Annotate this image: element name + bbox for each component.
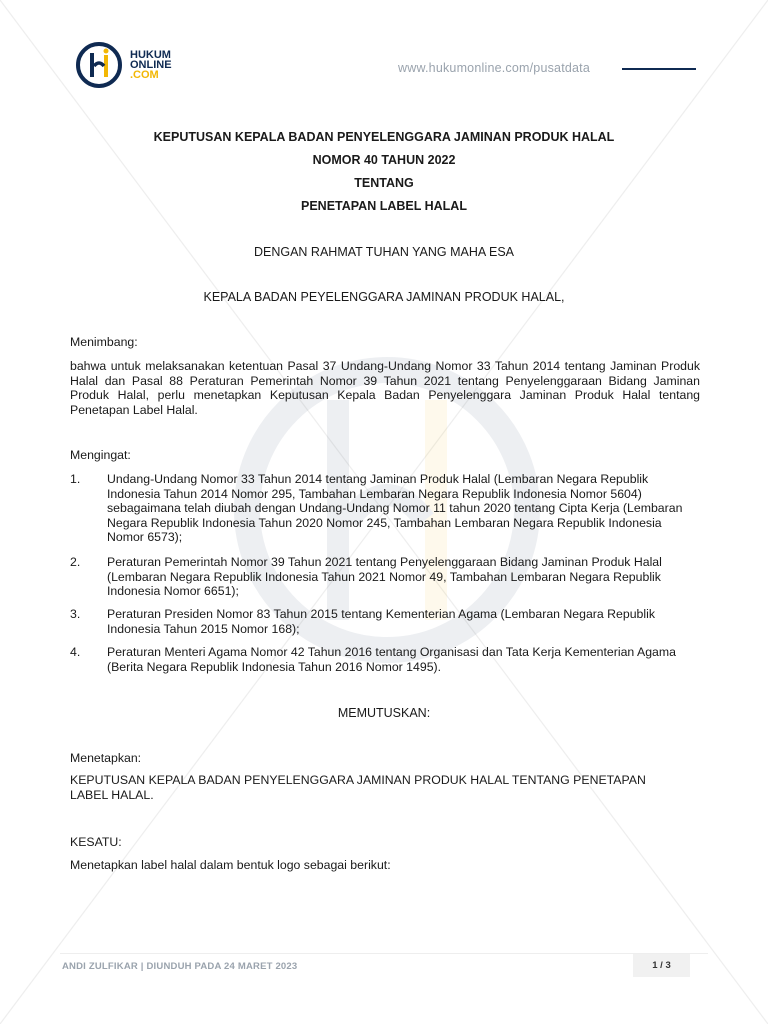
url-underline (622, 68, 696, 70)
title-line-4: PENETAPAN LABEL HALAL (301, 199, 467, 213)
rahmat-line: DENGAN RAHMAT TUHAN YANG MAHA ESA (253, 245, 514, 259)
menimbang-text: bahwa untuk melaksanakan ketentuan Pasal 37 Undang-Undang Nomor 33 Tahun 2014 tentang Jaminan Produk Halal dan Pasal 88 Peraturan Pemerintah Nomor 39 Tahun 2021 tentang Penyelenggaraan Bidang Jaminan Produk Halal, perlu menetapkan Keputusan Kepala Badan Penyelenggara Jaminan Produk Halal tentang Penetapan Label Halal. (70, 359, 700, 417)
footer-divider (60, 953, 708, 954)
menimbang-heading: Menimbang: (70, 335, 138, 349)
logo-wordmark (130, 50, 172, 80)
mengingat-heading: Mengingat: (70, 448, 131, 462)
logo-line3: .COM (130, 69, 159, 81)
logo-line2: ONLINE (130, 59, 172, 71)
list-item-text: Peraturan Pemerintah Nomor 39 Tahun 2021 tentang Penyelenggaraan Bidang Jaminan Produk Halal (Lembaran Negara Republik Indonesia Tahun 2021 Nomor 49, Tambahan Lembaran Negara Republik Indonesia Nomor 6651); (107, 555, 662, 599)
footer-author-download: ANDI ZULFIKAR | DIUNDUH PADA 24 MARET 2023 (62, 961, 298, 972)
hukumonline-logo[interactable] (74, 40, 172, 90)
kesatu-heading: KESATU: (70, 835, 122, 849)
list-item-number: 2. (70, 555, 81, 569)
list-item-text: Undang-Undang Nomor 33 Tahun 2014 tentang Jaminan Produk Halal (Lembaran Negara Republik Indonesia Tahun 2014 Nomor 295, Tambahan Lembaran Negara Republik Indonesia Nomor 5604) sebagaimana telah diubah dengan Undang-Undang Nomor 11 tahun 2020 tentang Cipta Kerja (Lembaran Negara Republik Indonesia Tahun 2020 Nomor 245, Tambahan Lembaran Negara Republik Indonesia Nomor 6573); (107, 472, 683, 545)
site-url-link[interactable]: www.hukumonline.com/pusatdata (398, 61, 591, 75)
page-indicator: 1 / 3 (652, 960, 671, 971)
list-item-number: 1. (70, 472, 81, 486)
title-line-1: KEPUTUSAN KEPALA BADAN PENYELENGGARA JAMINAN PRODUK HALAL (153, 130, 615, 144)
list-item-text: Peraturan Presiden Nomor 83 Tahun 2015 tentang Kementerian Agama (Lembaran Negara Republik Indonesia Tahun 2015 Nomor 168); (107, 607, 656, 636)
official-line: KEPALA BADAN PEYELENGGARA JAMINAN PRODUK HALAL, (203, 290, 565, 304)
list-item-text: Peraturan Menteri Agama Nomor 42 Tahun 2016 tentang Organisasi dan Tata Kerja Kementerian Agama (Berita Negara Republik Indonesia Tahun 2016 Nomor 1495). (107, 645, 676, 674)
hukumonline-logo-icon (74, 40, 124, 90)
menetapkan-text: KEPUTUSAN KEPALA BADAN PENYELENGGARA JAMINAN PRODUK HALAL TENTANG PENETAPAN LABEL HALAL. (70, 773, 646, 802)
list-item-number: 3. (70, 607, 81, 621)
menetapkan-heading: Menetapkan: (70, 751, 142, 765)
title-line-2: NOMOR 40 TAHUN 2022 (312, 153, 456, 167)
kesatu-text: Menetapkan label halal dalam bentuk logo sebagai berikut: (70, 858, 391, 872)
list-item-number: 4. (70, 645, 81, 659)
title-line-3: TENTANG (354, 176, 414, 190)
memutuskan-line: MEMUTUSKAN: (337, 706, 431, 720)
logo-line1: HUKUM (130, 49, 171, 61)
